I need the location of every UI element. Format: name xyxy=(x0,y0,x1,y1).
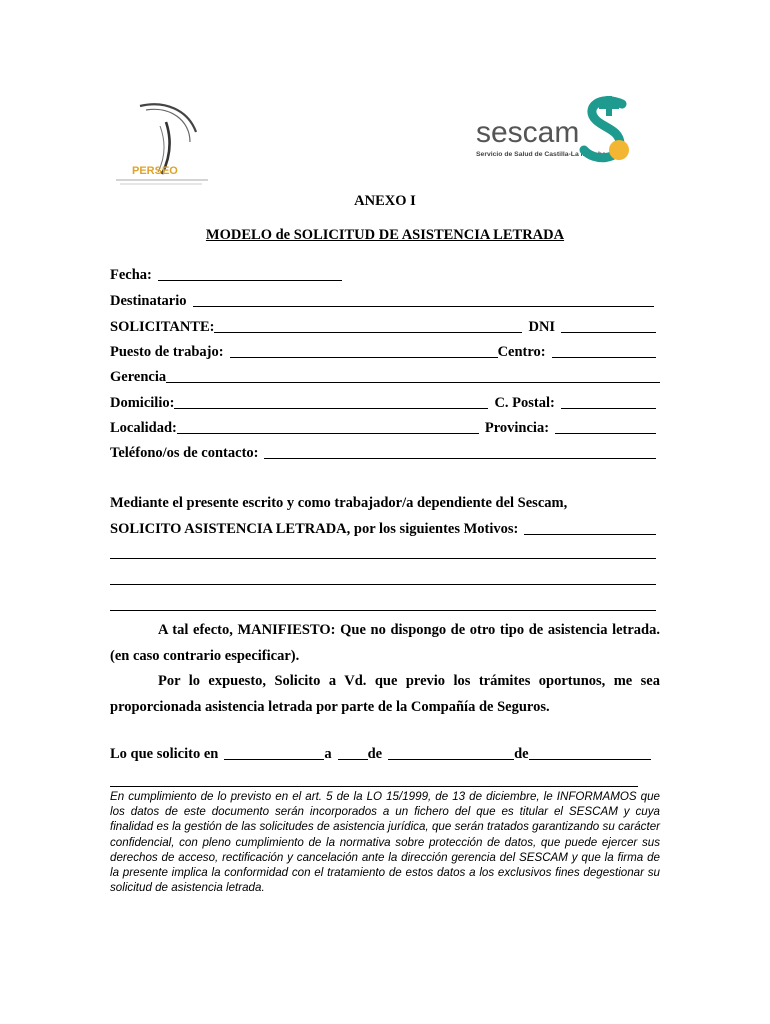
month-field[interactable] xyxy=(388,758,514,760)
signature-row xyxy=(110,745,660,763)
centro-field[interactable] xyxy=(552,356,656,358)
document-title: MODELO de SOLICITUD DE ASISTENCIA LETRADA xyxy=(205,227,565,243)
solicitante-label: SOLICITANTE: xyxy=(110,319,215,335)
body-line-1 xyxy=(110,494,660,512)
body-line-1-text: Mediante el presente escrito y como trabajador/a dependiente del Sescam, xyxy=(110,495,568,511)
footer-rule xyxy=(110,786,638,787)
signature-de-2: de xyxy=(514,746,529,762)
annex-title: ANEXO I xyxy=(354,193,416,209)
destinatario-field[interactable] xyxy=(193,305,654,307)
motivos-line-3[interactable] xyxy=(110,610,656,611)
signature-a: a xyxy=(324,746,332,762)
signature-de-1: de xyxy=(367,746,383,762)
dni-field[interactable] xyxy=(561,331,656,333)
postal-field[interactable] xyxy=(561,407,656,409)
sescam-name: sescam xyxy=(476,116,580,149)
solicitante-field[interactable] xyxy=(214,331,522,333)
postal-label: C. Postal: xyxy=(494,395,555,411)
fecha-row xyxy=(110,266,660,284)
perseo-name: PERSEO xyxy=(132,165,178,177)
domicilio-field[interactable] xyxy=(174,407,488,409)
sescam-subtitle: Servicio de Salud de Castilla-La Mancha xyxy=(476,151,606,158)
privacy-notice: En cumplimiento de lo previsto en el art. 5 de la LO 15/1999, de 13 de diciembre, le INFORMAMOS que los datos de este documento serán incorporados a un fichero del que es titular el SESCAM y cuya finalidad es la gestión de las solicitudes de asistencia jurídica, que serán tratados garantizando su carácter confidencial, con pleno cumplimiento de la normativa sobre protección de datos, que puede ejercer sus derechos de acceso, rectificación y cancelación ante la dirección gerencia del SESCAM y que la firma de la presente implica la conformidad con el tratamiento de estos datos a los exclusivos fines degestionar su solicitud de asistencia letrada. xyxy=(110,790,660,895)
day-field[interactable] xyxy=(338,758,368,760)
motivos-field[interactable] xyxy=(524,533,656,535)
telefono-row xyxy=(110,444,660,462)
gerencia-row xyxy=(110,368,660,386)
place-field[interactable] xyxy=(224,758,324,760)
localidad-field[interactable] xyxy=(177,432,479,434)
destinatario-label: Destinatario xyxy=(110,293,187,309)
sescam-logo xyxy=(472,90,642,170)
telefono-field[interactable] xyxy=(264,457,656,459)
puesto-field[interactable] xyxy=(230,356,498,358)
gerencia-label: Gerencia xyxy=(110,369,167,385)
puesto-label: Puesto de trabajo: xyxy=(110,344,224,360)
localidad-label: Localidad: xyxy=(110,420,177,436)
year-field[interactable] xyxy=(529,758,651,760)
motivos-line-1[interactable] xyxy=(110,558,656,559)
domicilio-row xyxy=(110,394,660,412)
perseo-logo xyxy=(110,92,220,192)
telefono-label: Teléfono/os de contacto: xyxy=(110,445,259,461)
motivos-line-2[interactable] xyxy=(110,584,656,585)
gerencia-field[interactable] xyxy=(166,381,660,383)
centro-label: Centro: xyxy=(497,344,546,360)
signature-prefix: Lo que solicito en xyxy=(110,746,219,762)
puesto-row xyxy=(110,343,660,361)
solicito-paragraph: Por lo expuesto, Solicito a Vd. que previo los trámites oportunos, me sea proporcionada asistencia letrada por parte de la Compañía de Seguros. xyxy=(110,673,660,715)
fecha-label: Fecha: xyxy=(110,267,152,283)
destinatario-row xyxy=(110,292,660,310)
fecha-field[interactable] xyxy=(158,279,342,281)
provincia-field[interactable] xyxy=(555,432,656,434)
motivos-row xyxy=(110,520,660,538)
solicitante-row xyxy=(110,318,660,336)
motivos-label: SOLICITO ASISTENCIA LETRADA, por los siguientes Motivos: xyxy=(110,521,519,537)
localidad-row xyxy=(110,419,660,437)
manifiesto-paragraph: A tal efecto, MANIFIESTO: Que no dispongo de otro tipo de asistencia letrada.(en caso contrario especificar). xyxy=(110,622,660,664)
dni-label: DNI xyxy=(528,319,556,335)
provincia-label: Provincia: xyxy=(484,420,550,436)
domicilio-label: Domicilio: xyxy=(110,395,175,411)
